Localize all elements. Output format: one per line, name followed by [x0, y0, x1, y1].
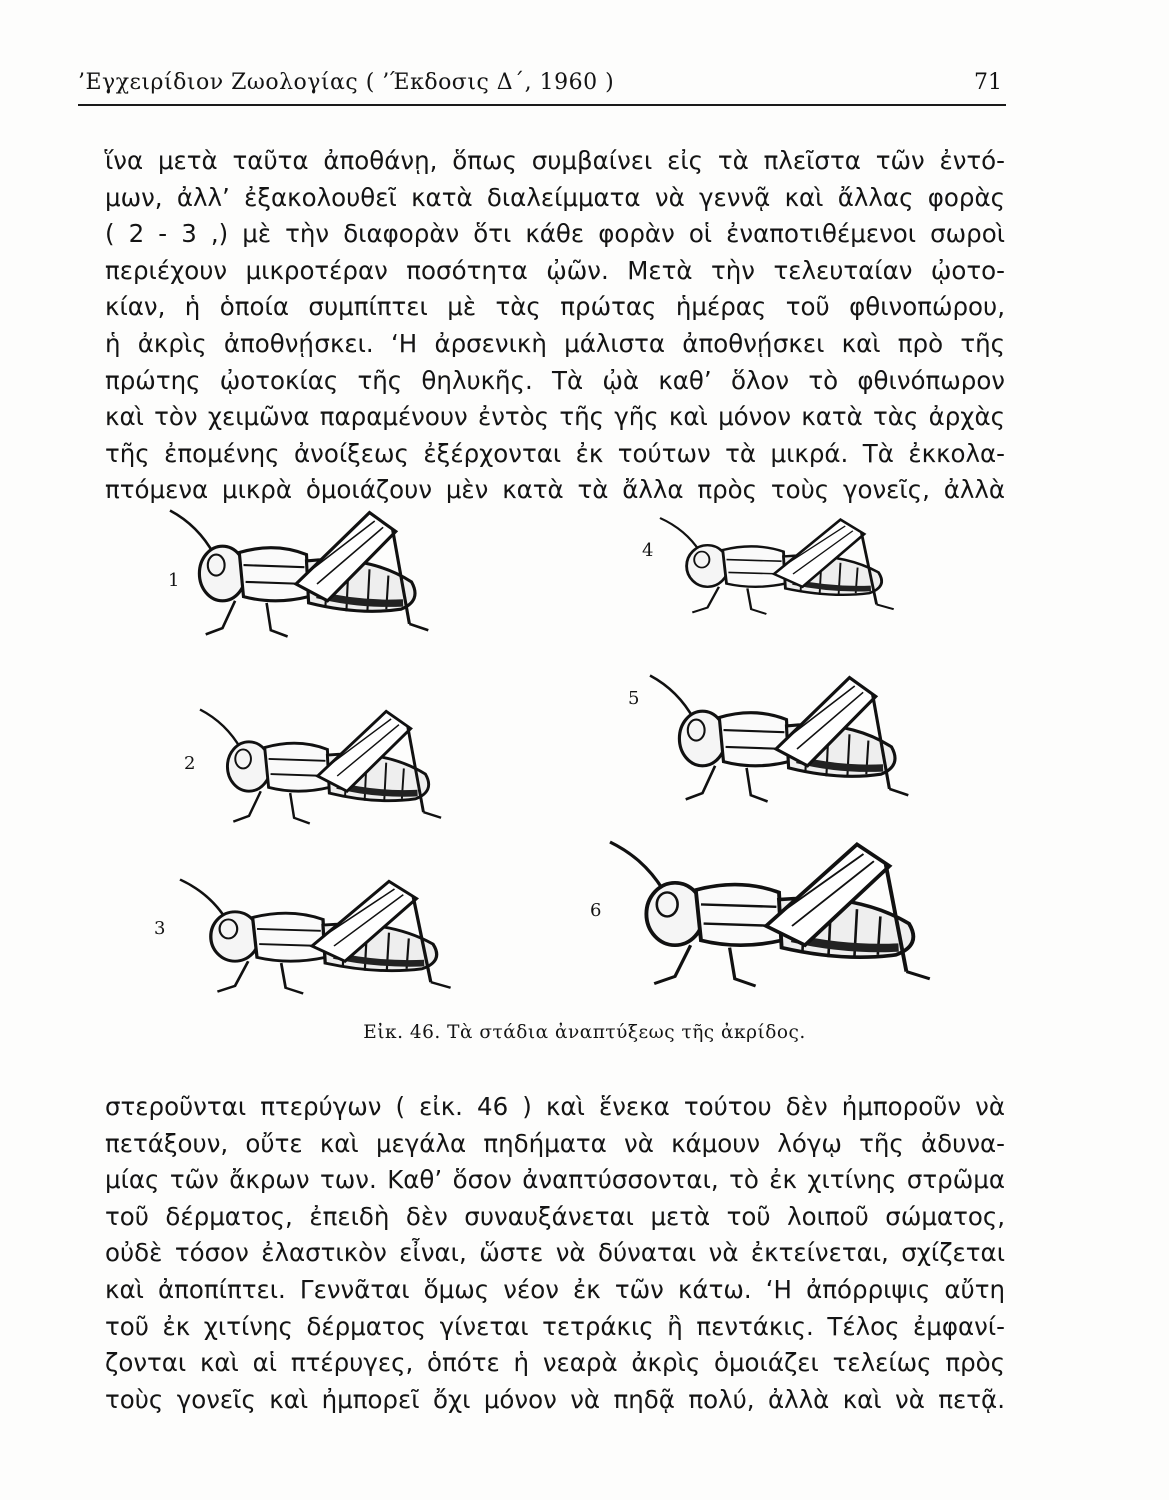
figure-label-2: 2	[184, 753, 196, 774]
text-line: στεροῦνται πτερύγων ( εἰκ. 46 ) καὶ ἕνεκα τούτου δὲν ἠμποροῦν νὰ	[105, 1092, 1005, 1121]
text-line: ζονται καὶ αἱ πτέρυγες, ὁπότε ἡ νεαρὰ ἀκρὶς ὁμοιάζει τελείως πρὸς	[105, 1348, 1005, 1378]
text-line: ἡ ἀκρὶς ἀποθνῄσκει. ‘Η ἀρσενικὴ μάλιστα ἀποθνῄσκει καὶ πρὸ τῆς	[105, 328, 1005, 358]
text-line: μων, ἀλλ’ ἐξακολουθεῖ κατὰ διαλείμματα νὰ γεννᾷ καὶ ἄλλας φορὰς	[105, 182, 1005, 212]
figure-label-1: 1	[168, 570, 180, 591]
text-line: πτόμενα μικρὰ ὁμοιάζουν μὲν κατὰ τὰ ἄλλα πρὸς τοὺς γονεῖς, ἀλλὰ	[105, 475, 1005, 505]
text-line: τῆς ἐπομένης ἀνοίξεως ἐξέρχονται ἐκ τούτων τὰ μικρά. Τὰ ἐκκολα-	[105, 438, 1005, 468]
figure-locust-stages	[140, 500, 980, 1010]
running-header	[78, 68, 1006, 106]
text-line: ἵνα μετὰ ταῦτα ἀποθάνῃ, ὅπως συμβαίνει εἰς τὰ πλεῖστα τῶν ἐντό-	[105, 146, 1005, 175]
hopper-stage-6-adult	[610, 842, 930, 986]
hopper-stage-2	[200, 710, 441, 824]
text-line: μίας τῶν ἄκρων των. Καθ’ ὅσον ἀναπτύσσονται, τὸ ἐκ χιτίνης στρῶμα	[105, 1165, 1005, 1195]
text-line: τοὺς γονεῖς καὶ ἠμπορεῖ ὄχι μόνον νὰ πηδᾷ πολύ, ἀλλὰ καὶ νὰ πετᾷ.	[105, 1384, 1005, 1414]
hopper-stage-3	[180, 880, 451, 994]
hopper-stage-5	[650, 676, 908, 802]
figure-label-5: 5	[628, 688, 640, 709]
text-line: καὶ τὸν χειμῶνα παραμένουν ἐντὸς τῆς γῆς καὶ μόνον κατὰ τὰς ἀρχὰς	[105, 402, 1005, 432]
text-line: ( 2 - 3 ,) μὲ τὴν διαφορὰν ὅτι κάθε φορὰν οἱ ἐναποτιθέμενοι σωροὶ	[105, 219, 1005, 249]
text-line: πετάξουν, οὔτε καὶ μεγάλα πηδήματα νὰ κάμουν λόγῳ τῆς ἀδυνα-	[105, 1128, 1005, 1158]
paragraph-bottom	[105, 1089, 1005, 1418]
paragraph-top	[105, 143, 1005, 509]
figure-label-3: 3	[154, 918, 166, 939]
figure-label-6: 6	[590, 900, 602, 921]
text-line: τοῦ ἐκ χιτίνης δέρματος γίνεται τετράκις ἢ πεντάκις. Τέλος ἐμφανί-	[105, 1311, 1005, 1341]
figure-illustration	[140, 500, 980, 1010]
figure-label-4: 4	[642, 540, 654, 561]
text-line: καὶ ἀποπίπτει. Γεννᾶται ὅμως νέον ἐκ τῶν κάτω. ‘Η ἀπόρριψις αὔτη	[105, 1274, 1005, 1304]
text-line: τοῦ δέρματος, ἐπειδὴ δὲν συναυξάνεται μετὰ τοῦ λοιποῦ σώματος,	[105, 1201, 1005, 1231]
book-title: ’Εγχειρίδιον Ζωολογίας ( ’Έκδοσις Δ΄, 1960 )	[78, 70, 615, 95]
text-line: πρώτης ᾠοτοκίας τῆς θηλυκῆς. Τὰ ᾠὰ καθ’ ὅλον τὸ φθινόπωρον	[105, 365, 1005, 395]
page-number: 71	[974, 70, 1002, 95]
hopper-stage-1	[170, 511, 428, 637]
text-line: οὐδὲ τόσον ἐλαστικὸν εἶναι, ὥστε νὰ δύναται νὰ ἐκτείνεται, σχίζεται	[105, 1238, 1005, 1268]
hopper-stage-4	[660, 518, 894, 614]
figure-caption: Εἰκ. 46. Τὰ στάδια ἀναπτύξεως τῆς ἀκρίδος.	[363, 1022, 806, 1043]
text-line: περιέχουν μικροτέραν ποσότητα ᾠῶν. Μετὰ τὴν τελευταίαν ᾠοτο-	[105, 255, 1005, 285]
text-line: κίαν, ἡ ὁποία συμπίπτει μὲ τὰς πρώτας ἡμέρας τοῦ φθινοπώρου,	[105, 292, 1005, 322]
